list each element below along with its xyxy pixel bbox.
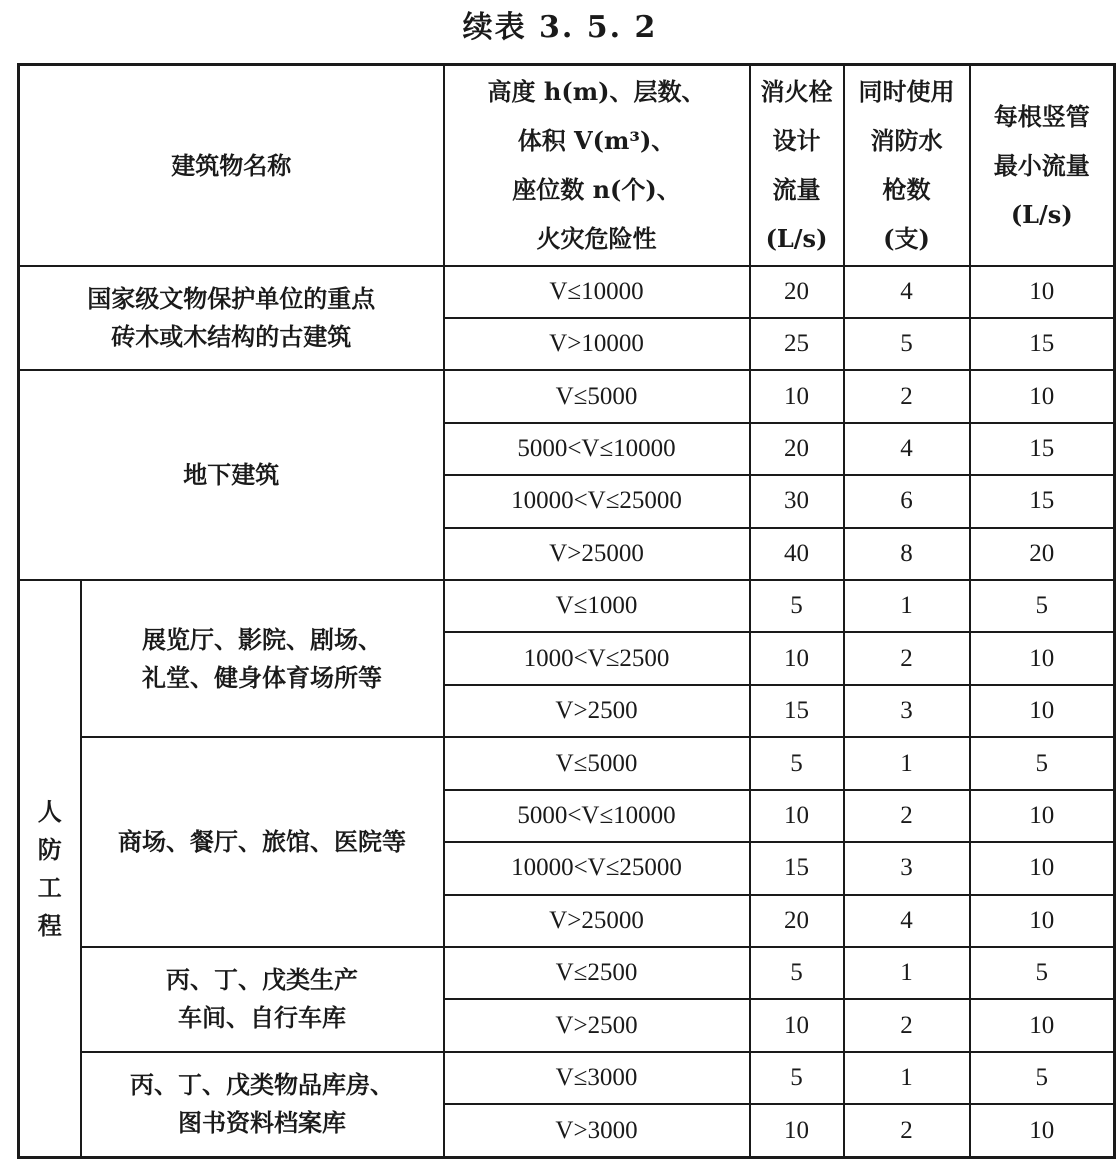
header-design-flow — [750, 65, 844, 266]
group-heritage — [19, 266, 444, 371]
table-row — [19, 1052, 1115, 1104]
cell-flow: 30 — [750, 475, 844, 527]
subgroup-commercial: 商场、餐厅、旅馆、医院等 — [81, 737, 444, 947]
cell-guns: 2 — [844, 1104, 970, 1157]
cell-flow: 25 — [750, 318, 844, 370]
header-flow-line: (L/s) — [765, 224, 828, 254]
vertical-label-char: 防 — [37, 834, 62, 864]
cell-condition: V≤3000 — [444, 1052, 750, 1104]
vertical-label-char: 程 — [37, 910, 62, 940]
cell-guns: 2 — [844, 999, 970, 1051]
subgroup-label-line: 车间、自行车库 — [178, 1003, 346, 1033]
header-guns-line: (支) — [883, 224, 930, 254]
cell-condition: V≤5000 — [444, 370, 750, 422]
cell-min-flow: 10 — [970, 842, 1115, 894]
cell-flow: 20 — [750, 895, 844, 947]
table-row — [19, 266, 1115, 318]
cell-condition: V≤1000 — [444, 580, 750, 632]
cell-condition: 10000<V≤25000 — [444, 842, 750, 894]
cell-condition: 1000<V≤2500 — [444, 632, 750, 684]
hydrant-flow-table — [17, 63, 1116, 1159]
cell-flow: 20 — [750, 423, 844, 475]
cell-flow: 10 — [750, 1104, 844, 1157]
header-condition-line: 座位数 n(个)、 — [512, 175, 681, 205]
cell-guns: 3 — [844, 685, 970, 737]
cell-condition: V≤10000 — [444, 266, 750, 318]
header-condition — [444, 65, 750, 266]
cell-flow: 15 — [750, 842, 844, 894]
cell-guns: 4 — [844, 895, 970, 947]
header-condition-line: 高度 h(m)、层数、 — [487, 77, 706, 107]
header-guns-line: 枪数 — [882, 175, 931, 205]
cell-min-flow: 10 — [970, 266, 1115, 318]
cell-condition: V>25000 — [444, 895, 750, 947]
cell-min-flow: 10 — [970, 895, 1115, 947]
header-min-flow-line: (L/s) — [1010, 199, 1073, 229]
cell-min-flow: 10 — [970, 999, 1115, 1051]
cell-flow: 5 — [750, 737, 844, 789]
cell-condition: 5000<V≤10000 — [444, 423, 750, 475]
cell-guns: 6 — [844, 475, 970, 527]
cell-condition: V>3000 — [444, 1104, 750, 1157]
cell-flow: 5 — [750, 1052, 844, 1104]
header-row — [19, 65, 1115, 266]
subgroup-warehouse — [81, 1052, 444, 1158]
cell-min-flow: 10 — [970, 632, 1115, 684]
header-condition-line: 火灾危险性 — [536, 224, 657, 254]
cell-guns: 8 — [844, 528, 970, 580]
cell-flow: 20 — [750, 266, 844, 318]
header-building-name: 建筑物名称 — [19, 65, 444, 266]
cell-min-flow: 5 — [970, 947, 1115, 999]
cell-condition: 10000<V≤25000 — [444, 475, 750, 527]
subgroup-exhibition — [81, 580, 444, 737]
cell-min-flow: 10 — [970, 685, 1115, 737]
cell-guns: 1 — [844, 1052, 970, 1104]
subgroup-label-line: 丙、丁、戊类物品库房、 — [130, 1070, 394, 1100]
cell-guns: 2 — [844, 632, 970, 684]
cell-flow: 5 — [750, 580, 844, 632]
cell-min-flow: 15 — [970, 423, 1115, 475]
cell-guns: 4 — [844, 266, 970, 318]
cell-min-flow: 15 — [970, 318, 1115, 370]
table-row — [19, 370, 1115, 422]
header-guns-line: 同时使用 — [858, 77, 955, 107]
cell-min-flow: 10 — [970, 790, 1115, 842]
subgroup-workshop — [81, 947, 444, 1052]
subgroup-label-line: 礼堂、健身体育场所等 — [142, 662, 382, 692]
cell-guns: 2 — [844, 790, 970, 842]
cell-guns: 5 — [844, 318, 970, 370]
table-row — [19, 947, 1115, 999]
cell-condition: V>25000 — [444, 528, 750, 580]
cell-guns: 2 — [844, 370, 970, 422]
cell-flow: 5 — [750, 947, 844, 999]
header-flow-line: 流量 — [772, 175, 821, 205]
group-label-line: 砖木或木结构的古建筑 — [111, 321, 352, 351]
header-condition-line: 体积 V(m³)、 — [517, 126, 676, 156]
header-min-flow-line: 每根竖管 — [993, 101, 1090, 131]
cell-guns: 3 — [844, 842, 970, 894]
cell-flow: 10 — [750, 790, 844, 842]
cell-flow: 15 — [750, 685, 844, 737]
group-label-line: 国家级文物保护单位的重点 — [87, 283, 376, 313]
cell-condition: V≤5000 — [444, 737, 750, 789]
header-min-flow-line: 最小流量 — [993, 150, 1090, 180]
cell-guns: 4 — [844, 423, 970, 475]
vertical-label-char: 工 — [37, 872, 62, 902]
subgroup-label-line: 丙、丁、戊类生产 — [166, 965, 358, 995]
cell-condition: V>2500 — [444, 999, 750, 1051]
cell-min-flow: 5 — [970, 1052, 1115, 1104]
cell-min-flow: 10 — [970, 370, 1115, 422]
vertical-label-char: 人 — [37, 796, 62, 826]
cell-flow: 40 — [750, 528, 844, 580]
header-gun-count — [844, 65, 970, 266]
cell-min-flow: 5 — [970, 737, 1115, 789]
cell-min-flow: 10 — [970, 1104, 1115, 1157]
cell-min-flow: 15 — [970, 475, 1115, 527]
table-row — [19, 737, 1115, 789]
table-row — [19, 580, 1115, 632]
group-underground: 地下建筑 — [19, 370, 444, 580]
cell-condition: V≤2500 — [444, 947, 750, 999]
cell-min-flow: 5 — [970, 580, 1115, 632]
group-civil-defense — [19, 580, 81, 1157]
subgroup-label-line: 展览厅、影院、剧场、 — [142, 624, 382, 654]
header-flow-line: 设计 — [772, 126, 821, 156]
cell-guns: 1 — [844, 947, 970, 999]
cell-guns: 1 — [844, 737, 970, 789]
subgroup-label-line: 图书资料档案库 — [178, 1108, 346, 1138]
cell-flow: 10 — [750, 370, 844, 422]
cell-flow: 10 — [750, 999, 844, 1051]
header-min-flow — [970, 65, 1115, 266]
header-flow-line: 消火栓 — [760, 77, 833, 107]
cell-condition: 5000<V≤10000 — [444, 790, 750, 842]
cell-flow: 10 — [750, 632, 844, 684]
table-title: 续表 3. 5. 2 — [462, 10, 658, 45]
cell-condition: V>10000 — [444, 318, 750, 370]
cell-condition: V>2500 — [444, 685, 750, 737]
header-guns-line: 消防水 — [870, 126, 943, 156]
cell-guns: 1 — [844, 580, 970, 632]
cell-min-flow: 20 — [970, 528, 1115, 580]
